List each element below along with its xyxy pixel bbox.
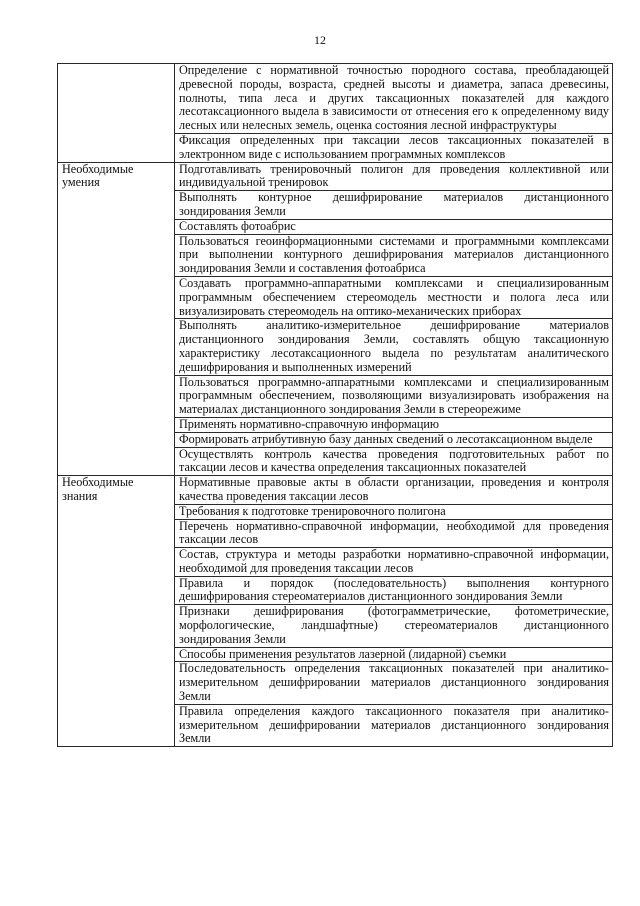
- page-number: 12: [314, 33, 326, 47]
- requirement-text: Требования к подготовке тренировочного полигона: [175, 504, 613, 519]
- requirement-text: Пользоваться геоинформационными системами и программными комплексами при выполнении контурного дешифрирования материалов дистанционного зондирования Земли и составления фотоабриса: [175, 234, 613, 276]
- requirements-table: [57, 63, 613, 747]
- requirement-text: Определение с нормативной точностью породного состава, преобладающей древесной породы, возраста, средней высоты и диаметра, запаса древесины, полноты, типа леса и других таксационных показателей для каждого лесотаксационного выдела в зависимости от отнесения его к определенному виду лесных или нелесных земель, оценка состояния лесной инфраструктуры: [175, 64, 613, 134]
- requirement-text: Способы применения результатов лазерной (лидарной) съемки: [175, 647, 613, 662]
- requirement-text: Правила определения каждого таксационного показателя при аналитико-измерительном дешифрировании материалов дистанционного зондирования Земли: [175, 704, 613, 746]
- requirement-text: Осуществлять контроль качества проведения подготовительных работ по таксации лесов и качества определения таксационных показателей: [175, 447, 613, 476]
- requirement-text: Последовательность определения таксационных показателей при аналитико-измерительном дешифрировании материалов дистанционного зондирования Земли: [175, 662, 613, 704]
- requirement-text: Составлять фотоабрис: [175, 219, 613, 234]
- requirement-text: Применять нормативно-справочную информацию: [175, 417, 613, 432]
- table-row: [58, 476, 613, 505]
- requirement-text: Нормативные правовые акты в области организации, проведения и контроля качества проведения таксации лесов: [175, 476, 613, 505]
- category-label: Необходимые знания: [58, 476, 175, 747]
- requirement-text: Правила и порядок (последовательность) выполнения контурного дешифрирования стереоматериалов дистанционного зондирования Земли: [175, 576, 613, 605]
- category-label: [58, 64, 175, 163]
- requirement-text: Состав, структура и методы разработки нормативно-справочной информации, необходимой для проведения таксации лесов: [175, 548, 613, 577]
- requirement-text: Подготавливать тренировочный полигон для проведения коллективной или индивидуальной тренировок: [175, 162, 613, 191]
- category-label: Необходимые умения: [58, 162, 175, 476]
- requirement-text: Создавать программно-аппаратными комплексами и специализированным программным обеспечением стереомодель местности и полога леса или визуализировать стереомодель на оптико-механических приборах: [175, 276, 613, 318]
- requirement-text: Пользоваться программно-аппаратными комплексами и специализированным программным обеспечением, позволяющими визуализировать изображения на материалах дистанционного зондирования Земли в стереорежиме: [175, 375, 613, 417]
- table-row: [58, 162, 613, 191]
- requirement-text: Фиксация определенных при таксации лесов таксационных показателей в электронном виде с использованием программных комплексов: [175, 133, 613, 162]
- requirement-text: Выполнять контурное дешифрирование материалов дистанционного зондирования Земли: [175, 191, 613, 220]
- requirement-text: Формировать атрибутивную базу данных сведений о лесотаксационном выделе: [175, 432, 613, 447]
- requirements-table-body: [58, 64, 613, 747]
- requirement-text: Выполнять аналитико-измерительное дешифрирование материалов дистанционного зондирования Земли, составлять общую таксационную характеристику лесотаксационного выдела по результатам аналитического дешифрирования и выполненных измерений: [175, 319, 613, 375]
- requirement-text: Признаки дешифрирования (фотограмметрические, фотометрические, морфологические, ландшафтные) стереоматериалов дистанционного зондирования Земли: [175, 605, 613, 647]
- table-row: [58, 64, 613, 134]
- requirement-text: Перечень нормативно-справочной информации, необходимой для проведения таксации лесов: [175, 519, 613, 548]
